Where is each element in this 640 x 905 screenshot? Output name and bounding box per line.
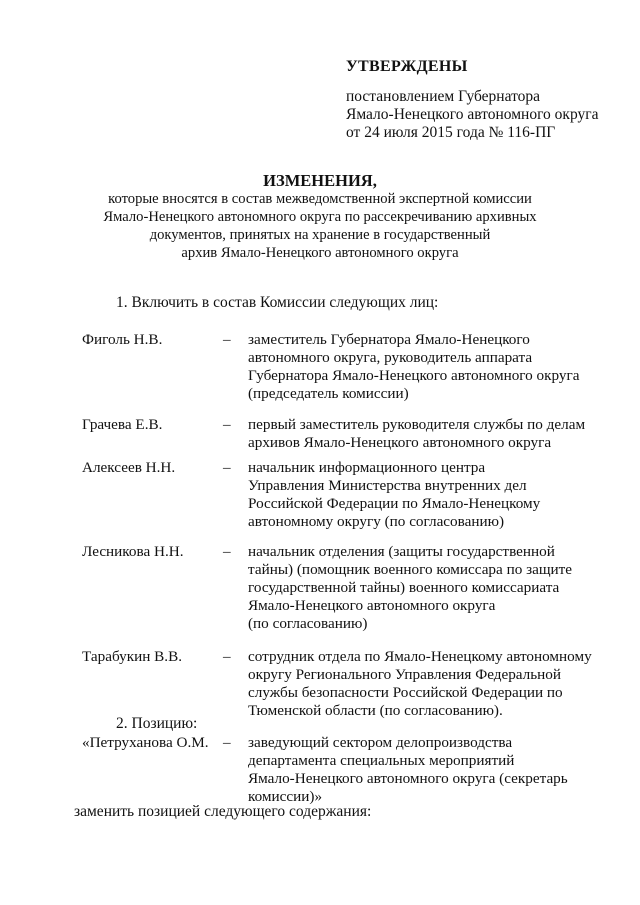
- member-dash: –: [223, 416, 231, 433]
- role-line: департамента специальных мероприятий: [248, 752, 515, 769]
- item-1-heading: 1. Включить в состав Комиссии следующих лиц:: [116, 294, 439, 311]
- role-line: заместитель Губернатора Ямало-Ненецкого: [248, 331, 530, 348]
- role-line: Российской Федерации по Ямало-Ненецкому: [248, 495, 541, 512]
- document-subtitle-line: Ямало-Ненецкого автономного округа по рассекречиванию архивных: [103, 209, 537, 225]
- role-line: Управления Министерства внутренних дел: [248, 477, 527, 494]
- member-role: [248, 734, 568, 806]
- member-name: Грачева Е.В.: [82, 416, 163, 433]
- member-dash: –: [223, 543, 231, 560]
- role-line: сотрудник отдела по Ямало-Ненецкому автономному: [248, 648, 592, 665]
- role-line: (председатель комиссии): [248, 385, 409, 402]
- member-dash: –: [223, 459, 231, 476]
- role-line: заведующий сектором делопроизводства: [248, 734, 513, 751]
- role-line: службы безопасности Российской Федерации по: [248, 684, 563, 701]
- member-dash: –: [223, 331, 231, 348]
- member-role: [248, 416, 585, 452]
- document-subtitle-line: которые вносятся в состав межведомственной экспертной комиссии: [108, 191, 532, 207]
- role-line: автономному округу (по согласованию): [248, 513, 505, 530]
- member-name: Тарабукин В.В.: [82, 648, 183, 665]
- approval-line: от 24 июля 2015 года № 116-ПГ: [346, 124, 556, 141]
- member-role: [248, 543, 572, 633]
- item-2-heading: 2. Позицию:: [116, 715, 198, 732]
- document-subtitle-line: архив Ямало-Ненецкого автономного округа: [181, 245, 459, 261]
- role-line: округу Регионального Управления Федеральной: [248, 666, 562, 683]
- role-line: архивов Ямало-Ненецкого автономного округа: [248, 434, 552, 451]
- member-role: [248, 331, 579, 403]
- role-line: первый заместитель руководителя службы по делам: [248, 416, 586, 433]
- member-dash: –: [223, 648, 231, 665]
- approval-title: УТВЕРЖДЕНЫ: [346, 58, 468, 75]
- role-line: начальник отделения (защиты государственной: [248, 543, 555, 560]
- member-dash: –: [223, 734, 231, 751]
- role-line: государственной тайны) военного комиссариата: [248, 579, 560, 596]
- role-line: Ямало-Ненецкого автономного округа (секретарь: [248, 770, 568, 787]
- member-role: [248, 648, 592, 720]
- member-role: [248, 459, 540, 531]
- role-line: начальник информационного центра: [248, 459, 486, 476]
- role-line: автономного округа, руководитель аппарата: [248, 349, 533, 366]
- role-line: Ямало-Ненецкого автономного округа: [248, 597, 496, 614]
- role-line: (по согласованию): [248, 615, 368, 632]
- member-name: Алексеев Н.Н.: [82, 459, 176, 476]
- document-title: ИЗМЕНЕНИЯ,: [263, 171, 377, 190]
- role-line: Тюменской области (по согласованию).: [248, 702, 503, 719]
- closing-text: заменить позицией следующего содержания:: [74, 803, 372, 820]
- document-subtitle-line: документов, принятых на хранение в государственный: [149, 227, 491, 243]
- role-line: комиссии)»: [248, 788, 323, 805]
- role-line: Губернатора Ямало-Ненецкого автономного округа: [248, 367, 580, 384]
- member-name: «Петруханова О.М.: [82, 734, 209, 751]
- member-name: Фиголь Н.В.: [82, 331, 163, 348]
- approval-line: Ямало-Ненецкого автономного округа: [346, 106, 599, 123]
- role-line: тайны) (помощник военного комиссара по защите: [248, 561, 573, 578]
- member-name: Лесникова Н.Н.: [82, 543, 184, 560]
- approval-line: постановлением Губернатора: [346, 88, 541, 105]
